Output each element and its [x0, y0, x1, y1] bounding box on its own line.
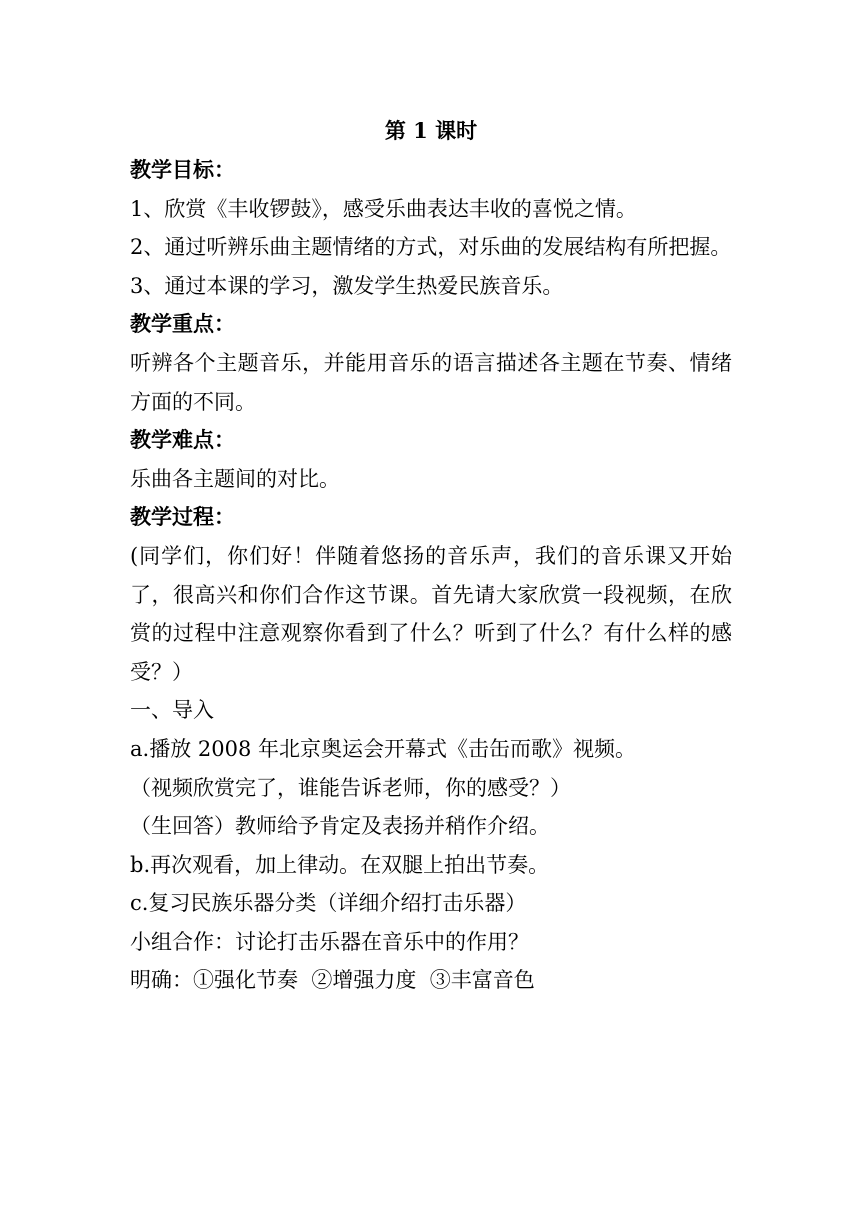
group-work: 小组合作：讨论打击乐器在音乐中的作用？	[130, 929, 529, 954]
step-student-answer: （生回答）教师给予肯定及表扬并稍作介绍。	[130, 814, 550, 839]
difficulties-heading: 教学难点：	[130, 427, 235, 453]
objective-item-1: 1、欣赏《丰收锣鼓》，感受乐曲表达丰收的喜悦之情。	[130, 196, 637, 221]
process-heading: 教学过程：	[130, 504, 235, 530]
objectives-heading: 教学目标：	[130, 157, 235, 182]
document-content	[130, 112, 732, 1000]
step-b: b.再次观看，加上律动。在双腿上拍出节奏。	[130, 852, 550, 877]
step-a: a.播放 2008 年北京奥运会开幕式《击缶而歌》视频。	[130, 736, 636, 761]
objective-item-3: 3、通过本课的学习，激发学生热爱民族音乐。	[130, 273, 564, 298]
process-intro: (同学们，你们好！伴随着悠扬的音乐声，我们的音乐课又开始了，很高兴和你们合作这节课。首先请大家欣赏一段视频，在欣赏的过程中注意观察你看到了什么？听到了什么？有什么样的感受？）	[130, 543, 732, 684]
key-points-heading: 教学重点：	[130, 311, 235, 337]
section-introduction: 一、导入	[130, 698, 214, 723]
objective-item-2: 2、通过听辨乐曲主题情绪的方式，对乐曲的发展结构有所把握。	[130, 235, 732, 260]
difficulties-text: 乐曲各主题间的对比。	[130, 466, 340, 491]
key-points-text: 听辨各个主题音乐，并能用音乐的语言描述各主题在节奏、情绪方面的不同。	[130, 350, 732, 414]
step-teacher-question: （视频欣赏完了，谁能告诉老师，你的感受？）	[130, 775, 571, 800]
clarification: 明确：①强化节奏 ②增强力度 ③丰富音色	[130, 968, 535, 993]
lesson-title: 第 1 课时	[384, 118, 478, 143]
step-c: c.复习民族乐器分类（详细介绍打击乐器）	[130, 891, 527, 916]
